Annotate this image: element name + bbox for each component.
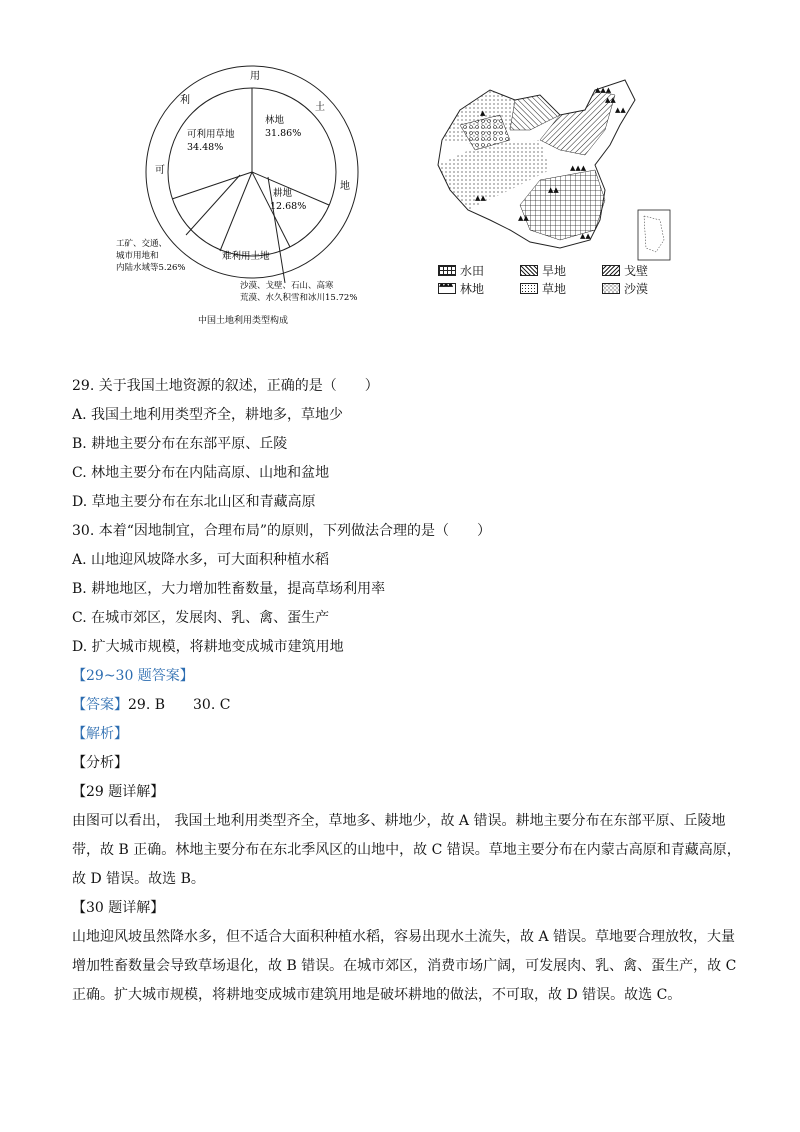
legend-label: 林地 [460,281,485,296]
slice-value-cropland: 12.68% [270,201,307,212]
question-29-option-c: C. 林地主要分布在内陆高原、山地和盆地 [72,465,330,481]
ring-char: 用 [250,71,260,82]
ring-char: 地 [340,181,350,192]
legend-item-dryland [520,262,584,279]
svg-text:▲▲: ▲▲ [475,194,486,202]
question-29-option-a: A. 我国土地利用类型齐全，耕地多，草地少 [72,407,344,423]
legend-item-forest [438,280,502,297]
legend-item-gobi [602,262,666,279]
answer-section-header: 【29~30 题答案】 [72,668,194,684]
desert-pattern-icon [602,283,620,294]
slice-divider [220,172,252,251]
question-29-stem: 29. 关于我国土地资源的叙述，正确的是（ ） [72,378,379,394]
map-inset [638,210,670,260]
question-content [72,372,742,1010]
question-30-option-a: A. 山地迎风坡降水多，可大面积种植水稻 [72,552,330,568]
answer-tag: 【答案】 [72,697,128,713]
slice-label-desert: 沙漠、戈壁、石山、高寒 [240,281,334,291]
question-29-option-b: B. 耕地主要分布在东部平原、丘陵 [72,436,288,452]
svg-text:▲▲▲: ▲▲▲ [595,86,612,94]
ring-char: 土 [315,102,325,113]
land-use-pie-figure [100,55,400,335]
svg-text:▲▲: ▲▲ [548,186,559,194]
ring-char: 利 [180,95,190,106]
detail-29-heading: 【29 题详解】 [72,784,165,800]
grassland-pattern-icon [520,283,538,294]
slice-value-grassland: 34.48% [187,142,224,153]
legend-label: 草地 [542,281,567,296]
svg-text:▲▲▲: ▲▲▲ [570,164,587,172]
detail-30-text: 山地迎风坡虽然降水多，但不适合大面积种植水稻，容易出现水土流失，故 A 错误。草地要合理放牧，大量增加牲畜数量会导致草场退化，故 B 错误。在城市郊区，消费市场广阔，可发展肉、乳、禽、蛋生产，故 C 正确。扩大城市规模，将耕地变成城市建筑用地是破坏耕地的做法，不可取，故 D 错误。故选 C。 [72,929,737,1003]
slice-label-grassland: 可利用草地 [187,129,235,140]
slice-label-industrial: 城市用地和 [116,251,159,261]
analysis-tag: 【解析】 [72,726,128,742]
legend-item-grassland [520,280,584,297]
answer-line [72,691,742,720]
detail-29-text: 由图可以看出， 我国土地利用类型齐全，草地多、耕地少，故 A 错误。耕地主要分布在东部平原、丘陵地带，故 B 正确。林地主要分布在东北季风区的山地中，故 C 错误。草地主要分布在内蒙古高原和青藏高原，故 D 错误。故选 B。 [72,813,741,887]
paddy-pattern-icon [438,265,456,276]
question-30-stem: 30. 本着“因地制宜，合理布局”的原则，下列做法合理的是（ ） [72,523,492,539]
detail-30-heading: 【30 题详解】 [72,900,165,916]
svg-text:▲▲: ▲▲ [605,96,616,104]
legend-row [438,280,678,296]
legend-label: 沙漠 [624,281,649,296]
leader-line [186,175,240,235]
question-29-option-d: D. 草地主要分布在东北山区和青藏高原 [72,494,316,510]
slice-label-unusable: 难利用土地 [222,251,270,262]
fenxi-heading: 【分析】 [72,755,128,771]
forest-pattern-icon [438,283,456,294]
slice-divider [172,172,252,199]
slice-label-cropland: 耕地 [273,188,293,199]
dryland-pattern-icon [520,265,538,276]
legend-item-paddy [438,262,502,279]
question-30-option-b: B. 耕地地区，大力增加牲畜数量，提高草场利用率 [72,581,386,597]
ring-char: 可 [155,165,165,176]
legend-label: 戈壁 [624,263,649,278]
question-30-option-d: D. 扩大城市规模，将耕地变成城市建筑用地 [72,639,344,655]
svg-text:▲: ▲ [480,109,486,117]
svg-text:▲▲: ▲▲ [518,214,529,222]
question-30-option-c: C. 在城市郊区，发展肉、乳、禽、蛋生产 [72,610,330,626]
gobi-pattern-icon [602,265,620,276]
slice-value-forest: 31.86% [265,128,302,139]
legend-label: 水田 [460,263,485,278]
legend-item-desert [602,280,666,297]
figure-caption: 中国土地利用类型构成 [198,316,289,326]
legend-label: 旱地 [542,263,567,278]
answer-text: 29. B 30. C [128,697,231,713]
legend-row [438,262,678,278]
slice-label-forest: 林地 [265,115,285,126]
slice-label-industrial: 工矿、交通、 [116,239,168,249]
svg-text:▲▲: ▲▲ [580,232,591,240]
slice-label-industrial: 内陆水域等5.26% [116,263,186,273]
slice-label-desert: 荒漠、水久积雪和冰川15.72% [240,293,358,303]
map-legend [438,262,678,298]
svg-text:▲▲: ▲▲ [615,106,626,114]
